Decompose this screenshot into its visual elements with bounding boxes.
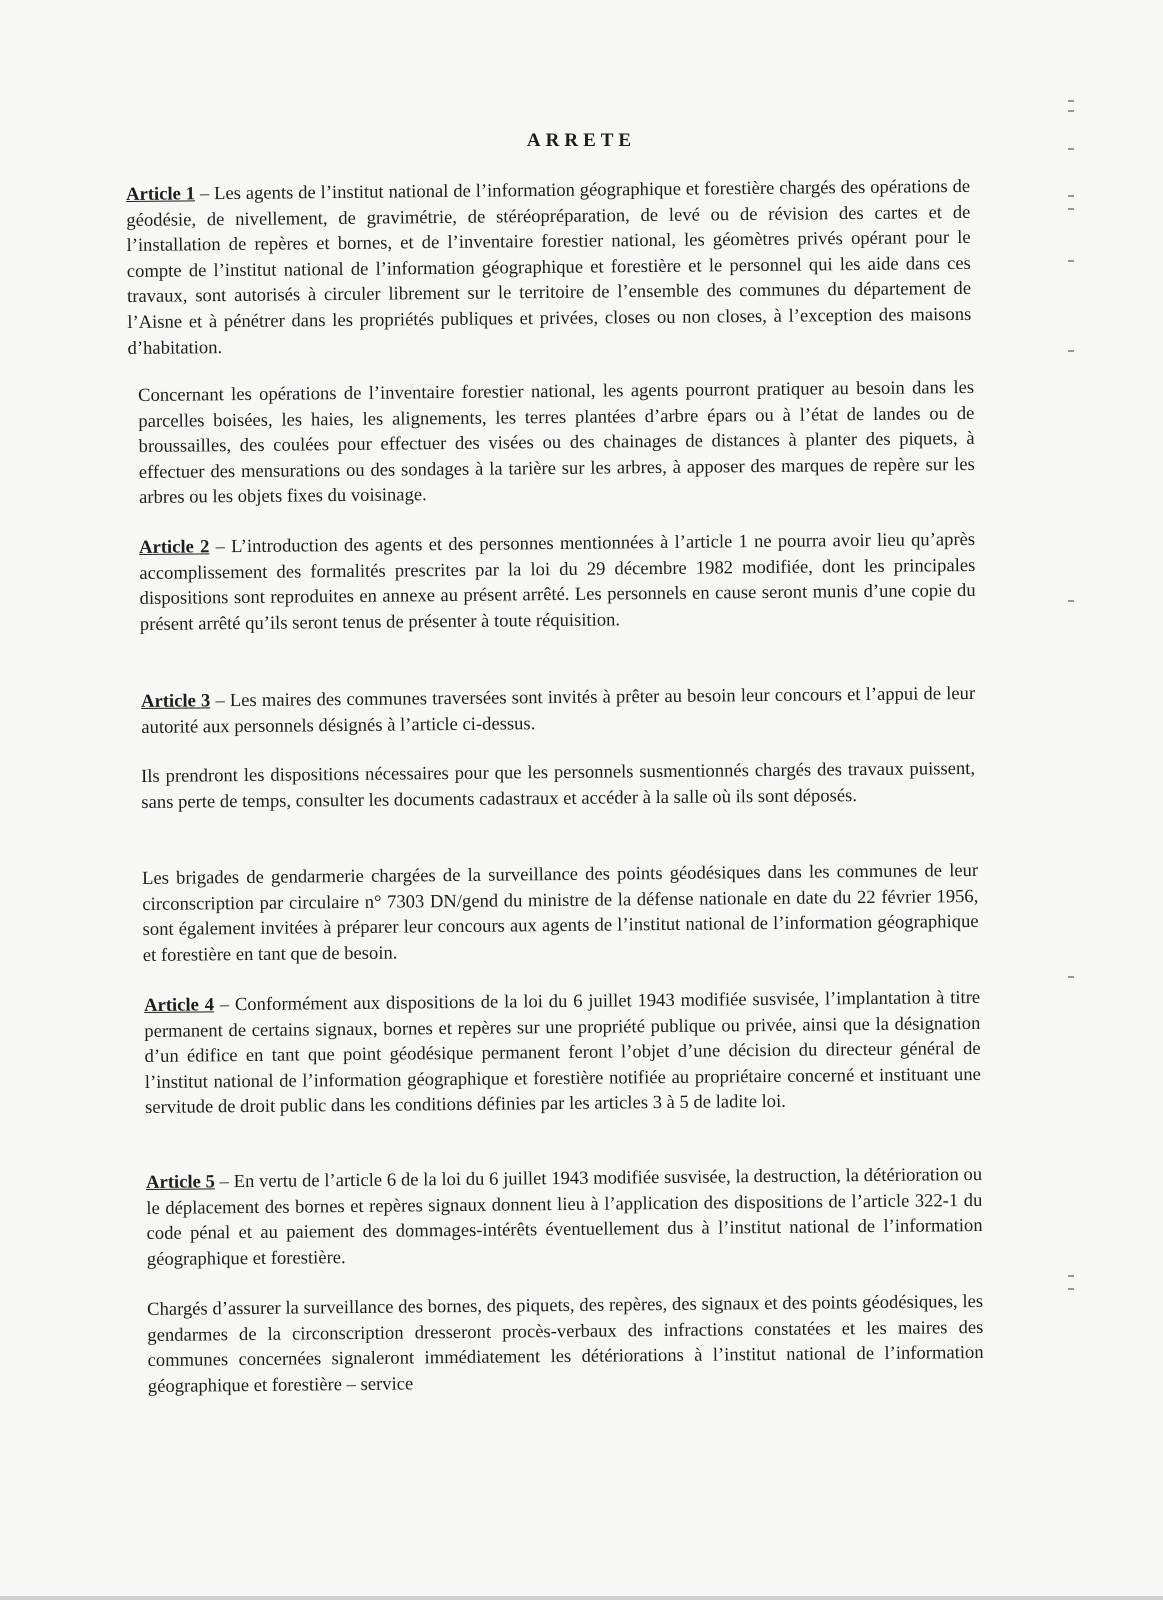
article-label: Article 1 [126, 183, 196, 205]
article-5-continuation-paragraph [147, 1289, 984, 1399]
paragraph-text: Les brigades de gendarmerie chargées de la surveillance des points géodésiques dans les communes de leur circonscription par circulaire n° 7303 DN/gend du ministre de la défense nationale en date du 22 février 1956, sont également invitées à préparer leur concours aux agents de l’institut national de l’information géographique et forestière en tant que de besoin. [142, 859, 979, 966]
article-1-paragraph [126, 174, 972, 361]
paragraph-text: – Conformément aux dispositions de la loi du 6 juillet 1943 modifiée susvisée, l’implantation à titre permanent de certains signaux, bornes et repères sur une propriété publique ou privée, ainsi que la désignation d’un édifice en tant que point géodésique permanent feront l’objet d’une décision du directeur général de l’institut national de l’information géographique et forestière notifiée au propriétaire concerné et instituant une servitude de droit public dans les conditions définies par les articles 3 à 5 de ladite loi. [144, 986, 981, 1119]
article-label: Article 4 [144, 994, 215, 1016]
article-label: Article 3 [141, 690, 211, 712]
article-label: Article 2 [139, 536, 210, 558]
scan-speck [1068, 148, 1074, 150]
article-1-continuation-paragraph [138, 375, 975, 511]
paragraph-text: – L’introduction des agents et des personnes mentionnées à l’article 1 ne pourra avoir lieu qu’après accomplissement des formalités prescrites par la loi du 29 décembre 1982 modifiée, dont les principales dispositions sont reproduites en annexe au présent arrêté. Les personnels en cause seront munis d’une copie du présent arrêté qu’ils seront tenus de présenter à toute réquisition. [139, 528, 976, 635]
article-3-gendarmerie-paragraph [142, 858, 979, 968]
scan-speck [1068, 1275, 1074, 1277]
article-4-paragraph [144, 985, 981, 1121]
scan-speck [1068, 1288, 1074, 1290]
scan-margin-artifacts [1068, 80, 1088, 1380]
scan-speck [1068, 976, 1074, 978]
paragraph-text: Ils prendront les dispositions nécessaires pour que les personnels susmentionnés chargés des travaux puissent, sans perte de temps, consulter les documents cadastraux et accéder à la salle où ils sont déposés. [141, 757, 976, 813]
scan-speck [1068, 110, 1074, 112]
article-label: Article 5 [146, 1171, 215, 1193]
scan-speck [1068, 260, 1074, 262]
paragraph-text: Chargés d’assurer la surveillance des bornes, des piquets, des repères, des signaux et des points géodésiques, les gendarmes de la circonscription dresseront procès-verbaux des infractions constatées et les maires des communes concernées signaleront immédiatement les détériorations à l’institut national de l’information géographique et forestière – service [147, 1290, 984, 1397]
paragraph-text: – Les agents de l’institut national de l’information géographique et forestière chargés des opérations de géodésie, de nivellement, de gravimétrie, de stéréopréparation, de levé ou de révision des cartes et de l’installation de repères et bornes, et de l’inventaire forestier national, les géomètres privés opérant pour le compte de l’institut national de l’information géographique et forestière et le personnel qui les aide dans ces travaux, sont autorisés à circuler librement sur le territoire de l’ensemble des communes du département de l’Aisne et à pénétrer dans les propriétés publiques et privées, closes ou non closes, à l’exception des maisons d’habitation. [126, 175, 972, 359]
article-2-paragraph [139, 527, 976, 637]
paragraph-text: Concernant les opérations de l’inventaire forestier national, les agents pourront pratiquer au besoin dans les parcelles boisées, les haies, les alignements, les terres plantées d’arbre épars ou à l’état de landes ou de broussailles, des coulées pour effectuer des visées ou des chainages de distances à planter des piquets, à effectuer des mensurations ou des sondages à la tarière sur les arbres, à apposer des marques de repère sur les arbres ou les objets fixes du voisinage. [138, 376, 975, 509]
article-3-paragraph [141, 681, 975, 740]
paragraph-text: – En vertu de l’article 6 de la loi du 6 juillet 1943 modifiée susvisée, la destruction, la détérioration ou le déplacement des bornes et repères signaux donnent lieu à l’application des dispositions de l’article 322-1 du code pénal et au paiement des dommages-intérêts éventuellement dus à l’institut national de l’information géographique et forestière. [146, 1163, 983, 1270]
scan-speck [1068, 600, 1074, 602]
article-5-paragraph [146, 1162, 983, 1272]
scan-speck [1068, 208, 1074, 210]
paragraph-text: – Les maires des communes traversées sont invités à prêter au besoin leur concours et l’appui de leur autorité aux personnels désignés à l’article ci-dessus. [141, 682, 976, 738]
article-3-continuation-paragraph [141, 756, 975, 815]
scan-speck [1068, 350, 1074, 352]
scan-speck [1068, 195, 1074, 197]
scan-bottom-edge [0, 1596, 1163, 1600]
document-title: ARRETE [526, 130, 637, 151]
scan-speck [1068, 100, 1074, 102]
